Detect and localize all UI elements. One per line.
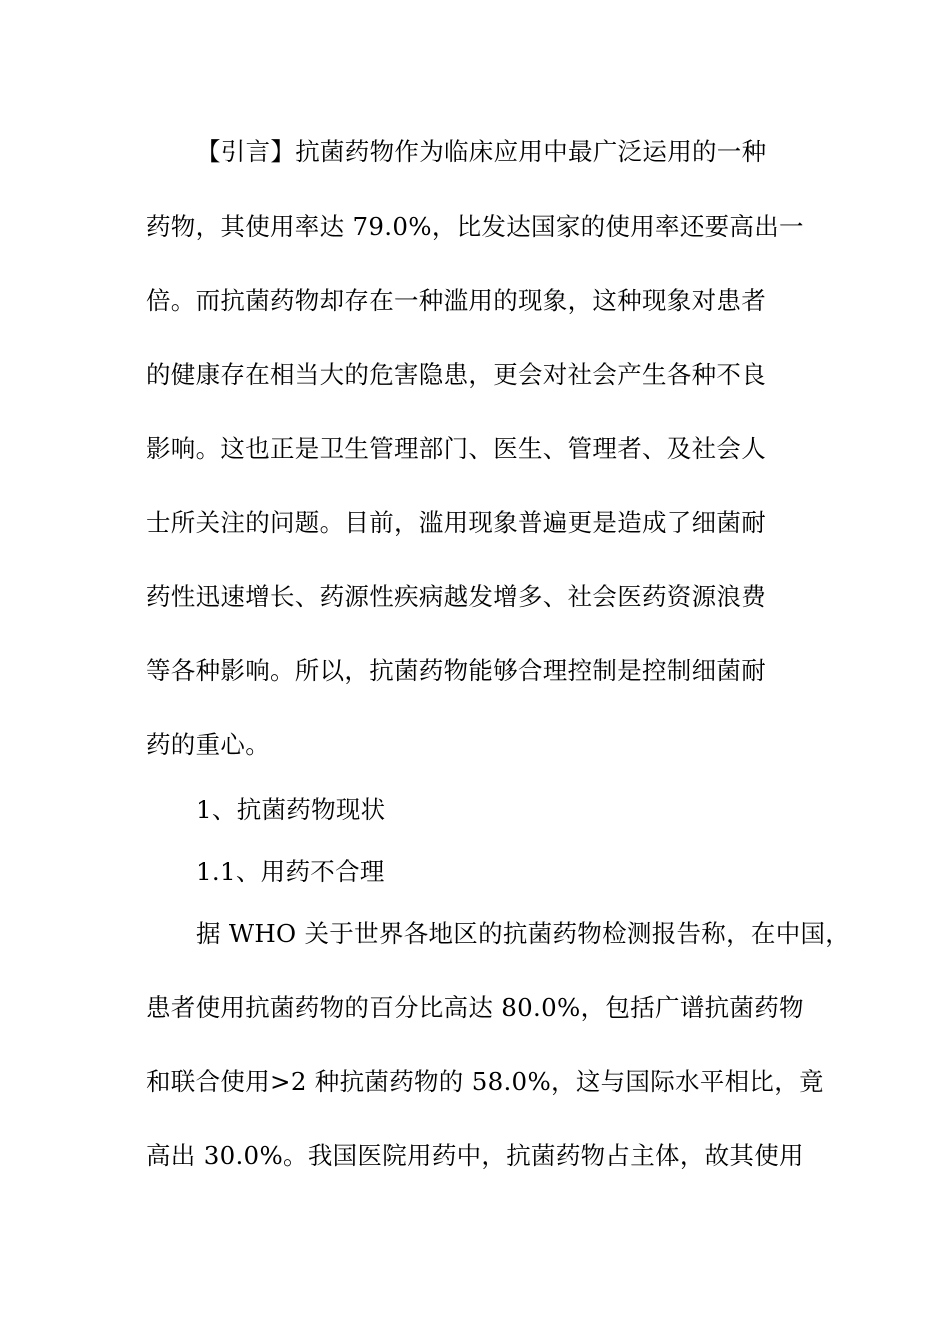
intro-line-1: 【引言】抗菌药物作为临床应用中最广泛运用的一种 [196,137,767,166]
intro-line-6: 士所关注的问题。目前，滥用现象普遍更是造成了细菌耐 [146,508,766,537]
intro-line-2: 药物，其使用率达 79.0%，比发达国家的使用率还要高出一 [146,212,804,241]
section-heading-1-1: 1.1、用药不合理 [196,857,385,886]
body-line-1: 据 WHO 关于世界各地区的抗菌药物检测报告称，在中国， [196,919,851,948]
body-line-4: 高出 30.0%。我国医院用药中，抗菌药物占主体，故其使用 [146,1141,804,1170]
intro-line-8: 等各种影响。所以，抗菌药物能够合理控制是控制细菌耐 [146,656,766,685]
body-line-3: 和联合使用>2 种抗菌药物的 58.0%，这与国际水平相比，竟 [146,1067,824,1096]
intro-line-9: 药的重心。 [146,730,270,759]
section-heading-1: 1、抗菌药物现状 [196,795,386,824]
intro-line-7: 药性迅速增长、药源性疾病越发增多、社会医药资源浪费 [146,582,766,611]
intro-line-3: 倍。而抗菌药物却存在一种滥用的现象，这种现象对患者 [146,286,766,315]
intro-line-5: 影响。这也正是卫生管理部门、医生、管理者、及社会人 [146,434,766,463]
body-line-2: 患者使用抗菌药物的百分比高达 80.0%，包括广谱抗菌药物 [146,993,804,1022]
intro-line-4: 的健康存在相当大的危害隐患，更会对社会产生各种不良 [146,360,766,389]
